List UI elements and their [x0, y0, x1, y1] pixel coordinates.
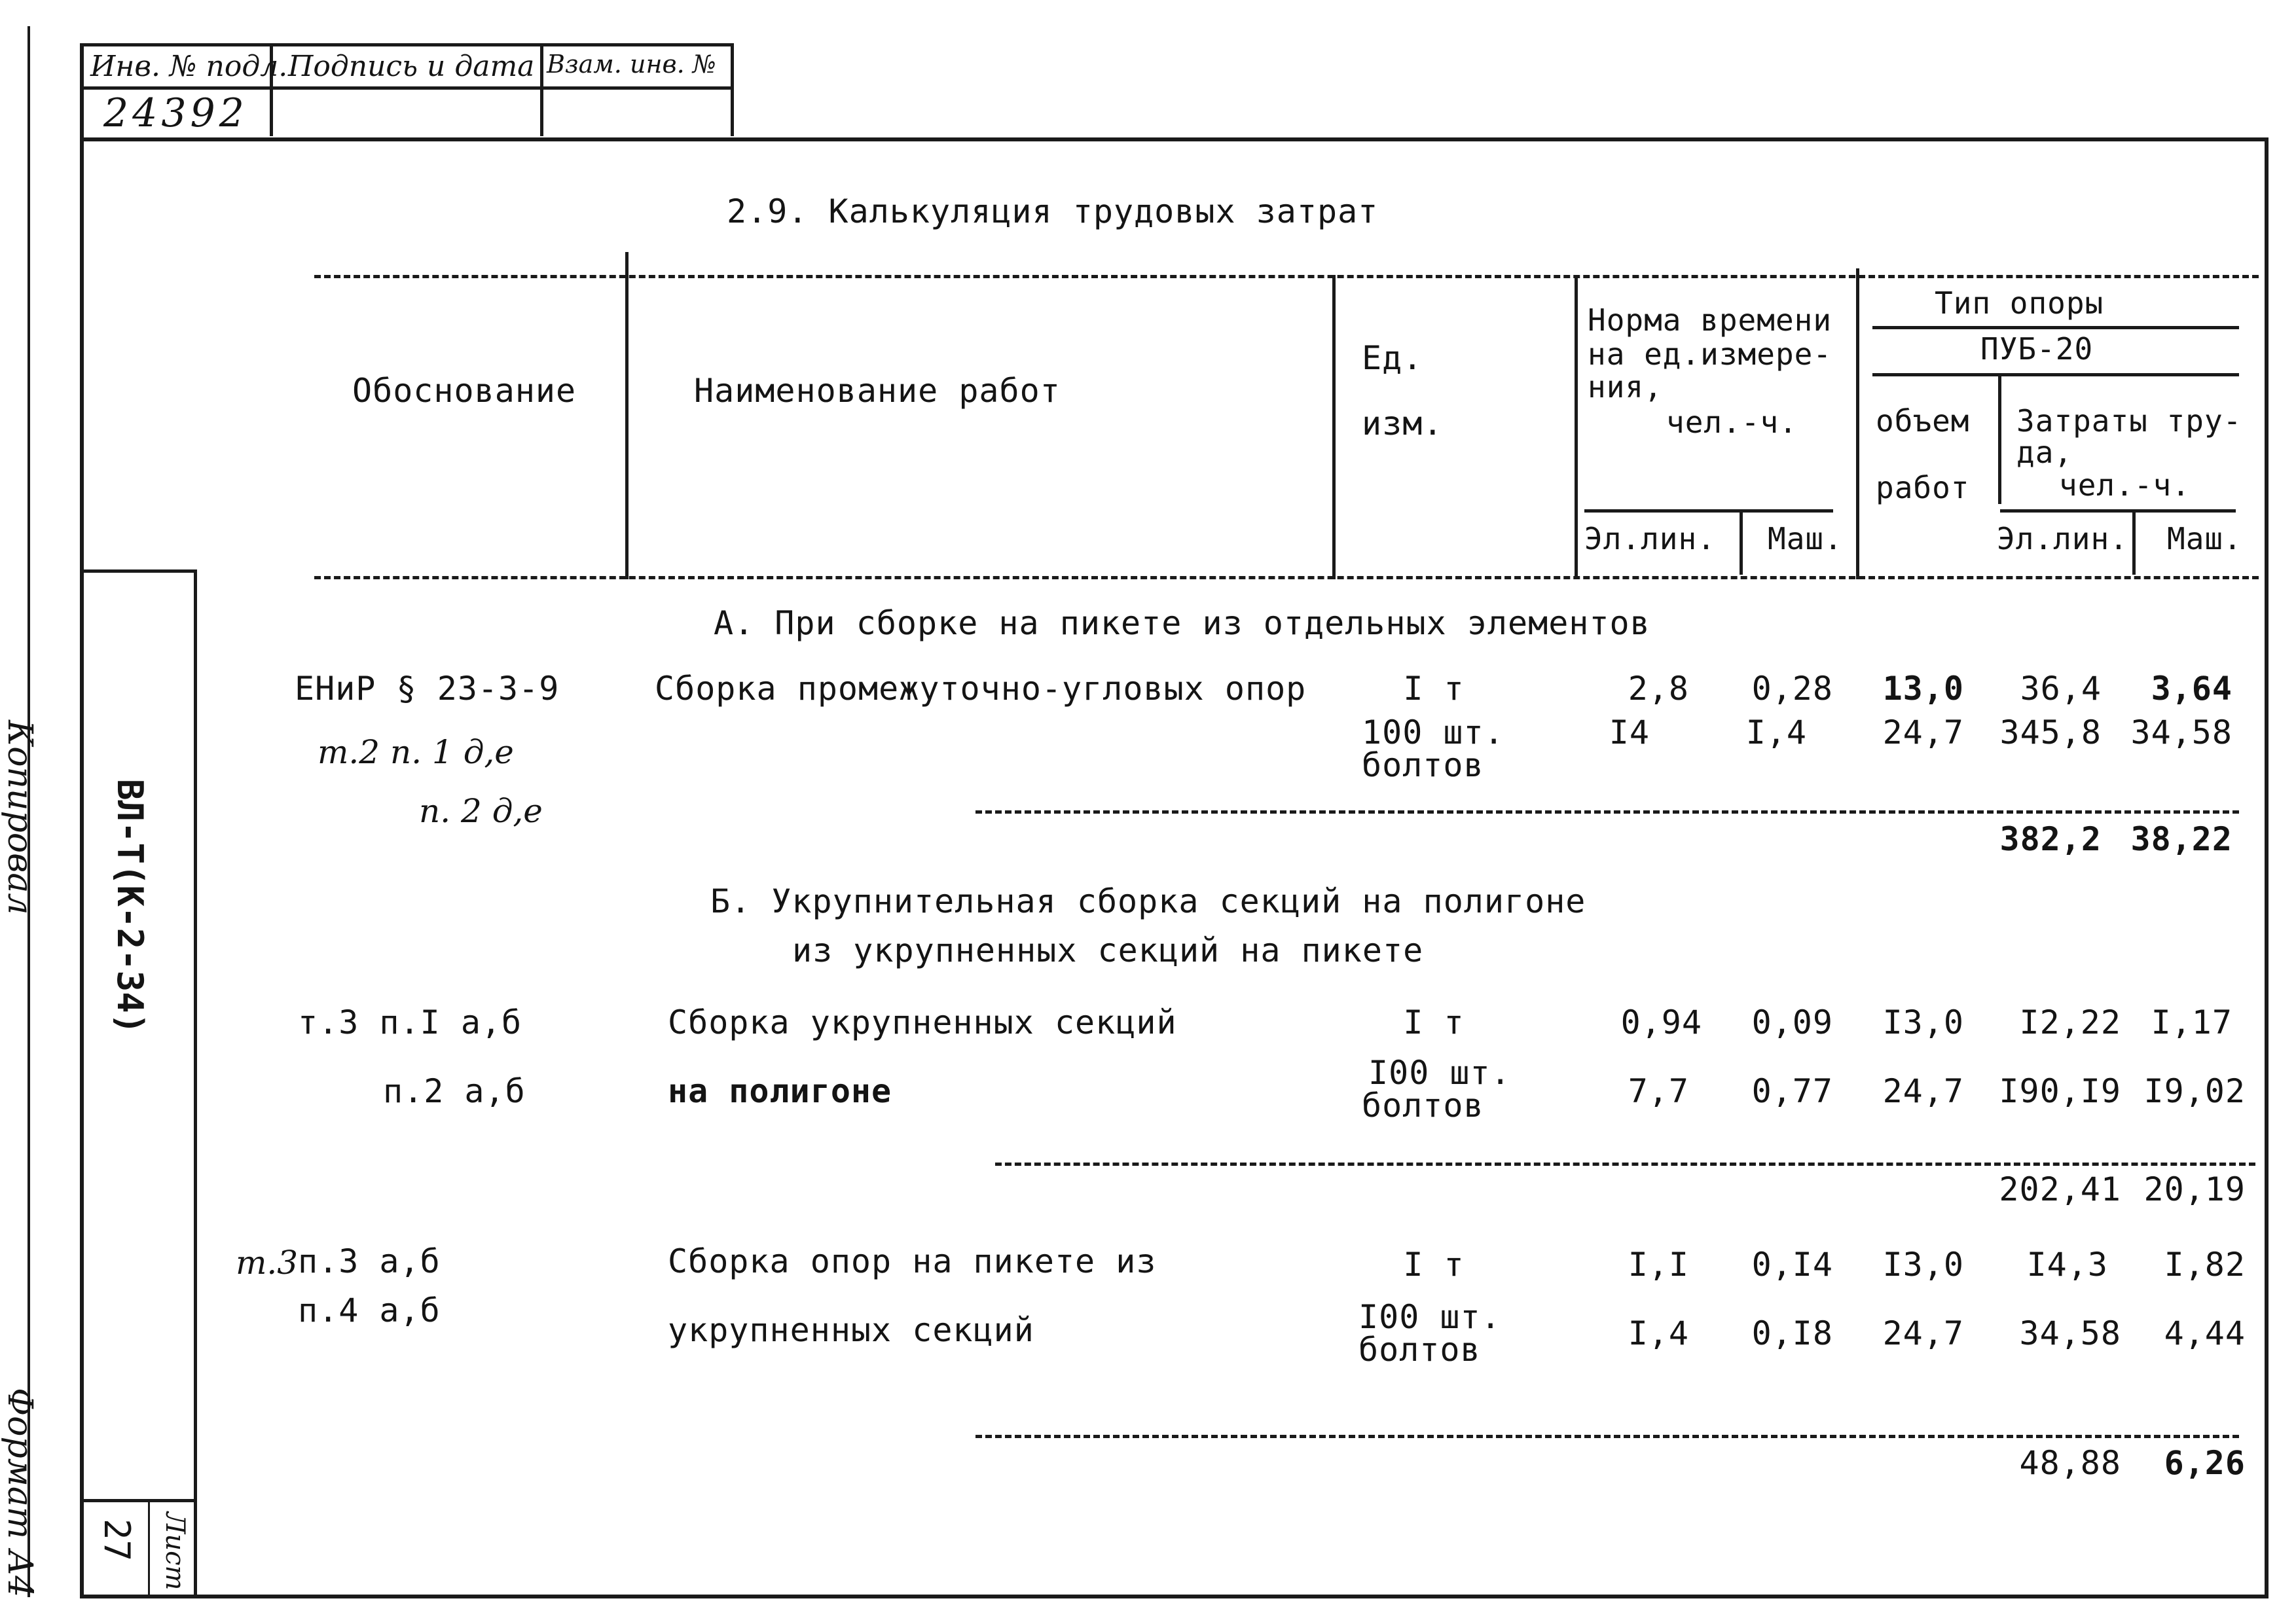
subtotal-divider [975, 1435, 2239, 1438]
col-naimenovanie: Наименование работ [694, 372, 1061, 410]
section-a-basis: ЕНиР § 23-3-9 [295, 670, 560, 708]
section-a-basis-hand-1: т.2 п. 1 д,е [318, 733, 514, 771]
norm-el: 2,8 [1628, 670, 1689, 708]
norm-mash: 0,09 [1751, 1003, 1833, 1041]
unit: I т [1403, 1003, 1465, 1041]
labor-mash: I,82 [2164, 1246, 2246, 1284]
unit: I т [1403, 670, 1465, 708]
section-b-title-1: Б. Укрупнительная сборка секций на полигоне [710, 882, 1586, 920]
col-obosnovanie: Обоснование [352, 372, 577, 410]
norm-el: I4 [1609, 713, 1650, 751]
margin-kopiroval: Копировал [0, 720, 39, 915]
vzam-label: Взам. инв. № [547, 50, 716, 79]
inv-number: 24392 [103, 90, 248, 136]
group2-basis-2: п.4 а,б [298, 1291, 441, 1329]
unit: I т [1403, 1246, 1465, 1284]
col-norma-2: на ед.измере- [1588, 336, 1832, 372]
labor-mash: 3,64 [2151, 670, 2232, 708]
col-norma-el: Эл.лин. [1584, 521, 1716, 556]
volume: 24,7 [1882, 1314, 1964, 1352]
norm-mash: I,4 [1745, 713, 1807, 751]
col-tip-opory: Тип опоры [1935, 285, 2104, 321]
norm-mash: 0,I8 [1751, 1314, 1833, 1352]
col-norma-mash: Маш. [1768, 521, 1843, 556]
subtotal-mash: 6,26 [2164, 1444, 2246, 1482]
subtotal-el: 202,41 [1999, 1170, 2121, 1208]
labor-el: 34,58 [2019, 1314, 2121, 1352]
unit: I00 шт. [1358, 1298, 1501, 1336]
col-pub: ПУБ-20 [1980, 331, 2094, 367]
labor-el: I2,22 [2019, 1003, 2121, 1041]
labor-mash: 34,58 [2130, 713, 2232, 751]
section-b-title-2: из укрупненных секций на пикете [792, 931, 1424, 969]
unit: I00 шт. [1368, 1054, 1511, 1092]
col-ed-1: Ед. [1362, 339, 1423, 377]
labor-el: I90,I9 [1999, 1072, 2121, 1110]
section-a-work: Сборка промежуточно-угловых опор [655, 670, 1307, 708]
list-number: 27 [96, 1519, 137, 1562]
col-zatraty-3: чел.-ч. [2059, 467, 2191, 503]
subtotal-divider [995, 1163, 2255, 1166]
volume: I3,0 [1882, 1246, 1964, 1284]
col-norma-1: Норма времени [1588, 302, 1832, 338]
labor-mash: I9,02 [2143, 1072, 2246, 1110]
list-label: Лист [160, 1512, 190, 1591]
subtotal-divider [975, 810, 2239, 814]
section-a-basis-hand-2: п. 2 д,е [419, 792, 543, 830]
labor-mash: 4,44 [2164, 1314, 2246, 1352]
unit: 100 шт. [1362, 713, 1504, 751]
group1-work-1: Сборка укрупненных секций [668, 1003, 1177, 1041]
subtotal-mash: 20,19 [2143, 1170, 2246, 1208]
subtotal-el: 382,2 [1999, 820, 2102, 858]
volume: 24,7 [1882, 713, 1964, 751]
norm-mash: 0,77 [1751, 1072, 1833, 1110]
col-ed-2: изм. [1362, 405, 1444, 442]
col-norma-3: ния, [1588, 369, 1663, 405]
col-zatraty-2: да, [2016, 435, 2073, 470]
subtotal-mash: 38,22 [2130, 820, 2232, 858]
group2-work-2: укрупненных секций [668, 1311, 1034, 1349]
sign-label: Подпись и дата [288, 50, 535, 83]
labor-el: 36,4 [2020, 670, 2102, 708]
unit-2: болтов [1358, 1331, 1481, 1369]
group2-work-1: Сборка опор на пикете из [668, 1242, 1157, 1280]
col-zatraty-mash: Маш. [2167, 521, 2242, 556]
doc-code: ВЛ-Т(К-2-34) [109, 779, 151, 1035]
norm-el: I,I [1628, 1246, 1689, 1284]
page-title: 2.9. Калькуляция трудовых затрат [727, 192, 1379, 230]
group1-basis-1: т.3 п.I а,б [298, 1003, 522, 1041]
group1-basis-2: п.2 а,б [383, 1072, 526, 1110]
col-norma-4: чел.-ч. [1666, 405, 1798, 440]
margin-format: Формат А4 [0, 1388, 39, 1598]
unit-2: болтов [1362, 746, 1484, 784]
labor-el: 345,8 [1999, 713, 2102, 751]
col-obem-1: объем [1876, 403, 1970, 439]
norm-mash: 0,28 [1751, 670, 1833, 708]
norm-el: 7,7 [1628, 1072, 1689, 1110]
group2-basis-1: п.3 а,б [298, 1242, 441, 1280]
col-zatraty-el: Эл.лин. [1997, 521, 2128, 556]
inv-label: Инв. № подл. [90, 50, 288, 83]
labor-el: I4,3 [2026, 1246, 2108, 1284]
volume: 13,0 [1882, 670, 1964, 708]
group1-work-2: на полигоне [668, 1072, 892, 1110]
norm-el: I,4 [1628, 1314, 1689, 1352]
volume: 24,7 [1882, 1072, 1964, 1110]
volume: I3,0 [1882, 1003, 1964, 1041]
group2-basis-hand: т.3 [236, 1244, 299, 1282]
norm-el: 0,94 [1620, 1003, 1702, 1041]
section-a-title: А. При сборке на пикете из отдельных элементов [714, 604, 1650, 642]
subtotal-el: 48,88 [2019, 1444, 2121, 1482]
unit-2: болтов [1362, 1087, 1484, 1125]
norm-mash: 0,I4 [1751, 1246, 1833, 1284]
col-zatraty-1: Затраты тру- [2016, 403, 2242, 439]
labor-mash: I,17 [2151, 1003, 2232, 1041]
col-obem-2: работ [1876, 470, 1970, 505]
